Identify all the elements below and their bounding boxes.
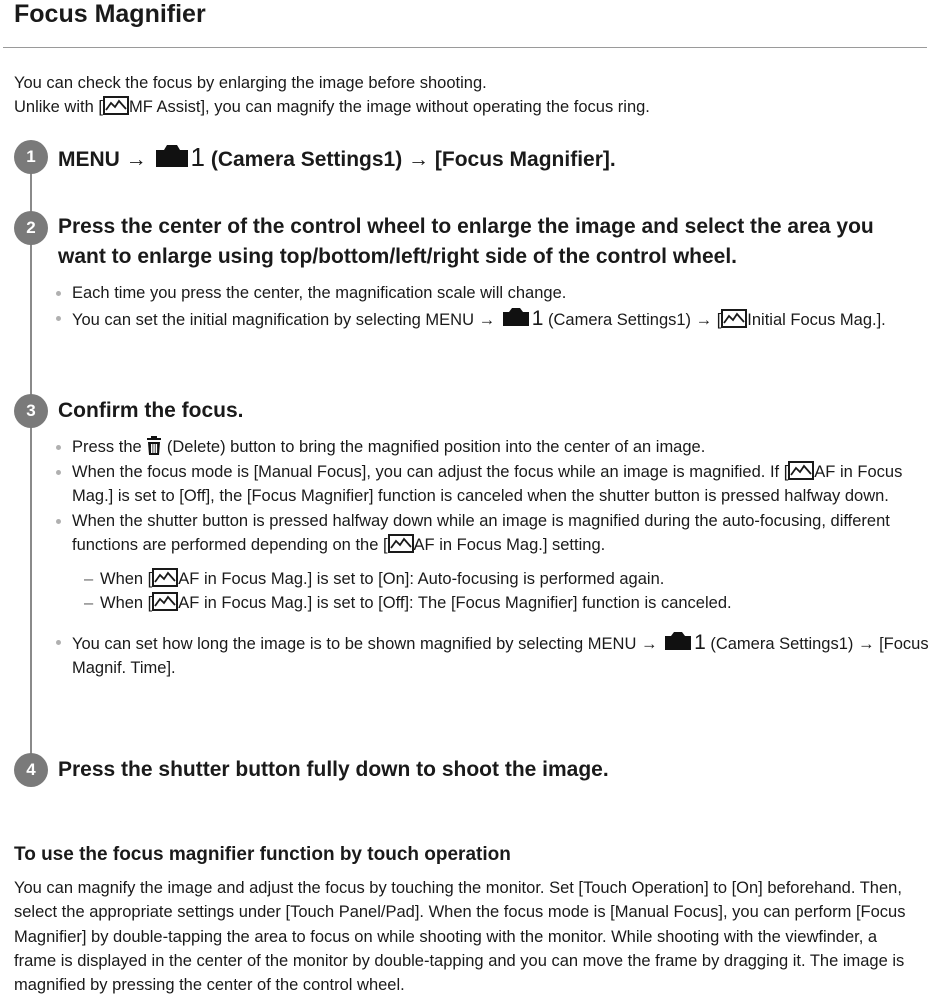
intro-line-1: You can check the focus by enlarging the image before shooting.: [14, 74, 487, 92]
sub-list-item: – When [ AF in Focus Mag.] is set to [On]: Auto-focusing is performed again.: [72, 567, 930, 592]
mf-assist-icon: [721, 309, 747, 329]
list-item: Press the (Delete) button to bring the magnified position into the center of an image.: [56, 435, 930, 460]
mf-assist-icon: [103, 96, 129, 116]
section-body: You can magnify the image and adjust the focus by touching the monitor. Set [Touch Operation] to [On] beforehand. Then, select the appropriate settings under [Touch Panel/Pad]. When the focus mode is [Manual Focus], you can perform [Focus Magnifier] by double-tapping the area to focus on while shooting with the monitor. While shooting with the viewfinder, a frame is displayed in the center of the monitor by double-tapping and you can move the frame by dragging it. The image is magnified by pressing the center of the control wheel.: [14, 879, 906, 995]
list-item: Each time you press the center, the magnification scale will change.: [56, 281, 930, 306]
title-divider: [3, 47, 927, 48]
mf-assist-icon: [152, 592, 178, 612]
steps-timeline: [30, 156, 32, 770]
mf-assist-icon: [152, 568, 178, 588]
intro-line-2: Unlike with [ MF Assist], you can magnify the image without operating the focus ring.: [14, 98, 650, 116]
mf-assist-icon: [788, 461, 814, 481]
step-title: Press the shutter button fully down to shoot the image.: [58, 758, 609, 781]
step-number: 2: [14, 211, 48, 245]
section-heading: To use the focus magnifier function by touch operation: [14, 844, 511, 865]
step-3-bullets: [56, 435, 930, 681]
step-2-bullets: [56, 281, 930, 332]
step-title: Confirm the focus.: [58, 399, 244, 422]
list-item: You can set the initial magnification by selecting MENU → 1 (Camera Settings1) → [ Initial Focus Mag.].: [56, 306, 930, 333]
camera-icon: [154, 142, 190, 169]
camera-icon: [501, 306, 531, 328]
step-number: 1: [14, 140, 48, 174]
step-number: 4: [14, 753, 48, 787]
step-title: Press the center of the control wheel to enlarge the image and select the area you want to enlarge using top/bottom/left/right side of the control wheel.: [58, 215, 874, 268]
sub-list-item: – When [ AF in Focus Mag.] is set to [Off]: The [Focus Magnifier] function is canceled.: [72, 591, 930, 616]
step-number: 3: [14, 394, 48, 428]
sub-list: [72, 567, 930, 616]
list-item: When the shutter button is pressed halfway down while an image is magnified during the auto-focusing, different functions are performed depending on the [ AF in Focus Mag.] setting. – When [ AF in Focus Mag.] is set to [On]: Auto-focusing is performed again. – When [ AF in Focus Mag.] is set to [Off]: The [Focus Magnifier] function is canceled.: [56, 509, 930, 616]
mf-assist-icon: [388, 534, 414, 554]
step-title: MENU → 1 (Camera Settings1) → [Focus Magnifier].: [58, 142, 616, 172]
list-item: You can set how long the image is to be shown magnified by selecting MENU → 1 (Camera Settings1) → [Focus Magnif. Time].: [56, 630, 930, 681]
delete-icon: [146, 436, 162, 455]
page-title: Focus Magnifier: [14, 0, 206, 28]
list-item: When the focus mode is [Manual Focus], you can adjust the focus while an image is magnified. If [ AF in Focus Mag.] is set to [Off], the [Focus Magnifier] function is canceled when the shutter button is pressed halfway down.: [56, 460, 930, 509]
intro: [14, 71, 650, 119]
camera-icon: [663, 630, 693, 652]
